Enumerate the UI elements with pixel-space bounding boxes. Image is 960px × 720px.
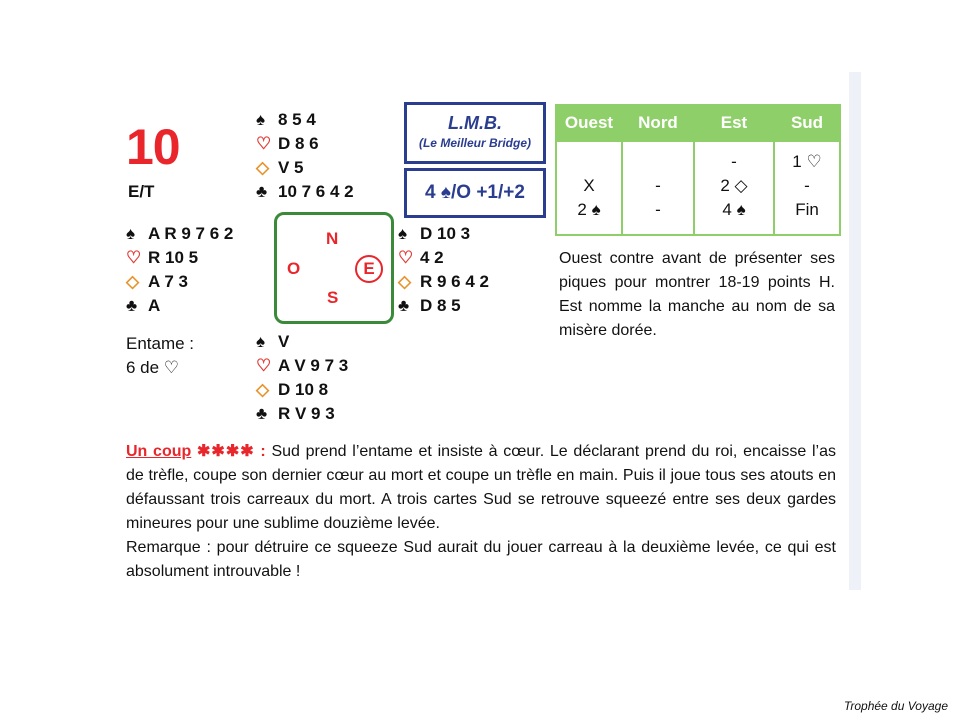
diamond-icon: ◇ [126,272,140,291]
bidding-col-ouest [556,141,622,235]
club-icon: ♣ [398,296,410,315]
bid-cell [623,150,693,174]
bid-cell: - [731,152,737,171]
bid-cell [557,150,621,174]
lead-label: Entame : [126,334,195,353]
coup-label: Un coup [126,443,192,460]
lmb-box [404,102,546,214]
analysis-text [126,440,836,584]
hand-north [256,108,354,204]
diamond-icon: ◇ [256,158,270,177]
spade-icon: ♠ [398,224,408,243]
east-hearts: 4 2 [420,248,444,267]
heart-icon: ♡ [256,356,272,375]
north-hearts: D 8 6 [278,134,319,153]
bidding-note: Ouest contre avant de présenter ses piques pour montrer 18-19 points H. Est nomme la manche au nom de sa misère dorée. [559,250,835,339]
compass-south: S [327,288,339,307]
north-diamonds: V 5 [278,158,304,177]
hand-south [256,330,348,426]
spade-icon: ♠ [256,110,266,129]
heart-icon: ♡ [398,248,414,267]
bidding-header-nord: Nord [622,105,694,141]
opening-lead [126,332,194,380]
south-hearts: A V 9 7 3 [278,356,349,375]
west-diamonds: A 7 3 [148,272,189,291]
heart-icon: ♡ [126,248,142,267]
south-spades: V [278,332,290,351]
north-clubs: 10 7 6 4 2 [278,182,354,201]
compass-west: O [287,259,301,278]
lead-card: 6 de ♡ [126,358,180,377]
lmb-subtitle: (Le Meilleur Bridge) [418,136,531,150]
bid-cell: 1 ♡ [792,152,822,171]
east-diamonds: R 9 6 4 2 [420,272,489,291]
bidding-col-est [694,141,774,235]
dealer-vulnerability: E/T [128,182,155,201]
bid-cell: 2 ♠ [577,200,601,219]
hand-east [398,222,489,318]
north-spades: 8 5 4 [278,110,316,129]
bidding-header-est: Est [694,105,774,141]
lmb-name: L.M.B. [448,113,502,133]
deal-number: 10 [126,119,180,175]
hand-west [126,222,233,318]
bid-cell: Fin [795,200,819,219]
spade-icon: ♠ [256,332,266,351]
east-spades: D 10 3 [420,224,471,243]
panel-edge [849,72,861,590]
bid-cell: 4 ♠ [722,200,746,219]
diamond-icon: ◇ [398,272,412,291]
coup-colon: : [260,443,266,460]
club-icon: ♣ [256,182,268,201]
east-clubs: D 8 5 [420,296,461,315]
lmb-contract: 4 ♠/O +1/+2 [404,168,546,218]
diamond-icon: ◇ [256,380,270,399]
west-clubs: A [148,296,161,315]
bid-cell: X [583,176,595,195]
bidding-header-ouest: Ouest [556,105,622,141]
heart-icon: ♡ [256,134,272,153]
star-rating: ✱✱✱✱ [197,443,255,460]
club-icon: ♣ [256,404,268,423]
analysis-body: Sud prend l’entame et insiste à cœur. Le déclarant prend du roi, encaisse l’as de trèfle, coupe son dernier cœur au mort et coupe un trèfle en main. Puis il joue tous ses atouts en défaussant trois carreaux du mort. A trois cartes Sud se retrouve squeezé entre ses deux gardes mineures pour une sublime douzième levée. [126,443,836,532]
bid-cell: 2 ◇ [720,176,748,195]
analysis-remark: Remarque : pour détruire ce squeeze Sud aurait du jouer carreau à la deuxième levée, ce qui est absolument introuvable ! [126,539,836,580]
lmb-header [404,102,546,164]
bidding-col-nord [622,141,694,235]
west-hearts: R 10 5 [148,248,199,267]
south-diamonds: D 10 8 [278,380,329,399]
bidding-table [555,104,841,236]
west-spades: A R 9 7 6 2 [148,224,234,243]
bidding-col-sud [774,141,840,235]
compass-north: N [326,229,339,248]
compass-box [274,212,394,324]
bid-cell: - [804,176,810,195]
bidding-header-sud: Sud [774,105,840,141]
bid-cell: - [655,176,661,195]
bid-cell: - [655,200,661,219]
south-clubs: R V 9 3 [278,404,335,423]
club-icon: ♣ [126,296,138,315]
compass-east-dealer: E [355,255,383,283]
footer-credit: Trophée du Voyage [843,699,948,713]
spade-icon: ♠ [126,224,136,243]
